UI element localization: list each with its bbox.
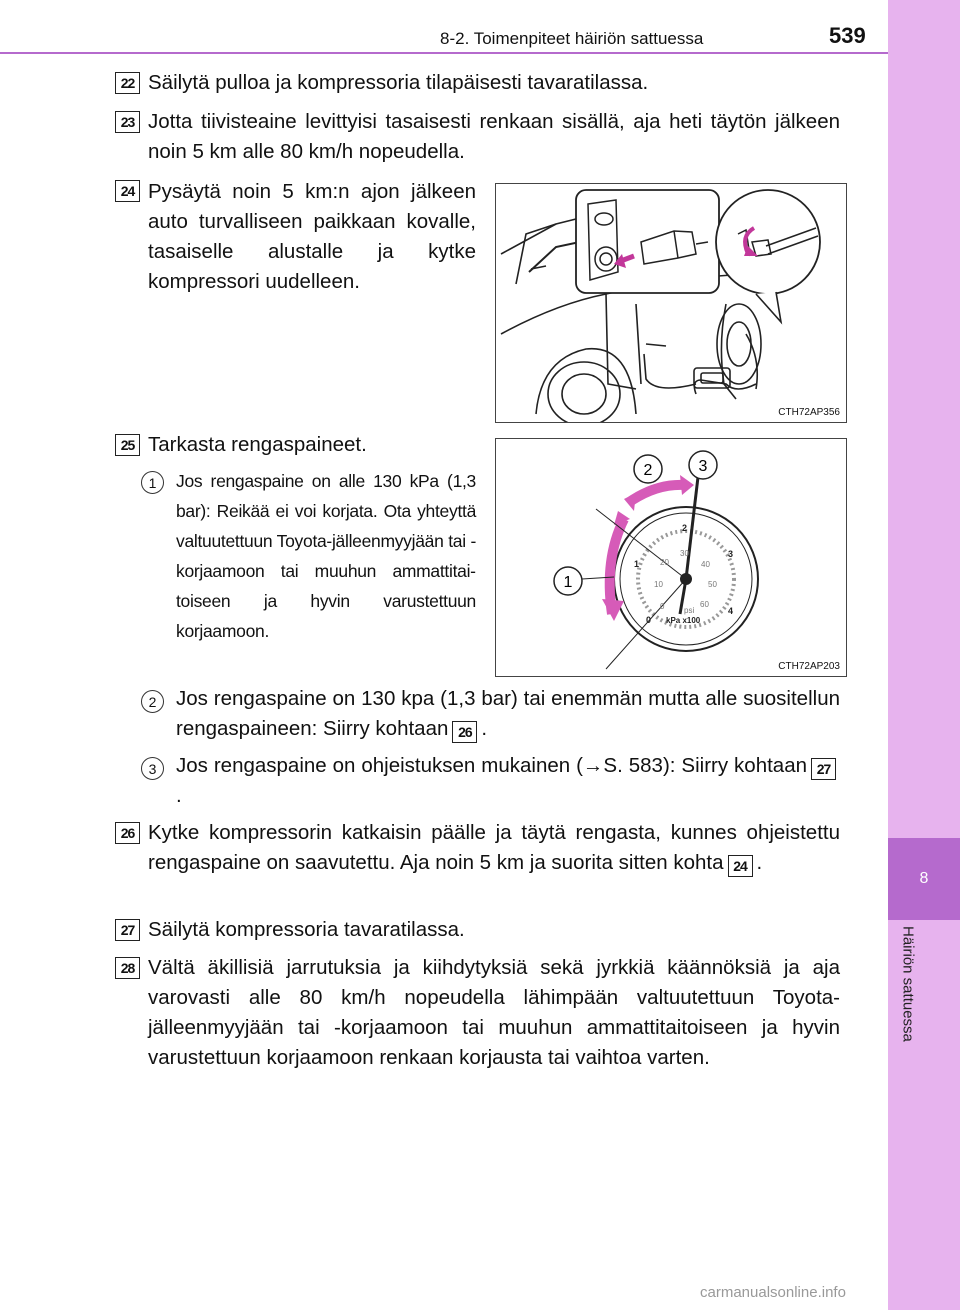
chapter-number: 8: [888, 838, 960, 920]
outer-tick-2: 2: [682, 523, 688, 533]
unit-inner: psi: [684, 606, 695, 615]
figure-code: CTH72AP203: [778, 661, 840, 672]
sub-item-3-text: Jos rengaspaine on ohjeistuksen mukainen (→S. 583): Siirry kohtaan 27.: [176, 751, 840, 811]
step-28-text: Vältä äkillisiä jarrutuksia ja kiihdytyksiä sekä jyrkkiä käännöksiä ja aja varovasti alle 80 km/h nopeudella lähimpään valtuutettuun Toyota-jälleenmyyjään tai -korjaamoon tai muuhun ammattitaitoiseen ja hyvin varustettuun korjaamoon renkaan korjausta tai vaihtoa varten.: [148, 956, 840, 1069]
step-badge-25: 25: [115, 434, 140, 456]
step-25-text: Tarkasta rengaspaineet.: [148, 433, 367, 456]
inner-tick-50: 50: [708, 580, 717, 589]
inner-tick-0: 0: [660, 602, 665, 611]
callout-2: 2: [643, 462, 653, 479]
step-26-text: Kytke kompressorin katkaisin päälle ja täytä rengasta, kunnes ohjeistettu rengaspaine on saavutettu. Aja noin 5 km ja suorita sitten kohta 24 .: [148, 818, 840, 878]
inner-tick-30: 30: [680, 549, 689, 558]
figure-compressor-connection: [495, 183, 847, 423]
car-compressor-illustration: [496, 184, 847, 423]
figure-code: CTH72AP356: [778, 407, 840, 418]
callout-3: 3: [698, 458, 708, 475]
gauge-illustration: [496, 439, 847, 677]
callout-1: 1: [563, 574, 573, 591]
outer-tick-1: 1: [634, 559, 640, 569]
step-22-text: Säilytä pulloa ja kompressoria tilapäisesti tavaratilassa.: [148, 71, 649, 94]
outer-tick-4: 4: [728, 606, 734, 616]
sub-item-1-text: Jos rengaspaine on alle 130 kPa (1,3 bar): Reikää ei voi korjata. Ota yhteyttä valtuutettuun Toyota-jälleenmyyjään tai -korjaamoon tai muuhun ammattitaitoiseen ja hyvin varustettuun korjaamoon.: [176, 471, 476, 641]
step-24-text: Pysäytä noin 5 km:n ajon jälkeen auto turvalliseen paikkaan kovalle, tasaiselle alustalle ja kytke kompressori uudelleen.: [148, 180, 476, 293]
inner-tick-60: 60: [700, 600, 709, 609]
sub-item-number-3: 3: [141, 757, 164, 780]
step-ref-24[interactable]: 24: [728, 855, 753, 877]
outer-tick-3: 3: [728, 549, 734, 559]
unit-outer: kPa x100: [666, 616, 701, 625]
inner-tick-10: 10: [654, 580, 663, 589]
outer-tick-0: 0: [646, 615, 652, 625]
step-27-text: Säilytä kompressoria tavaratilassa.: [148, 918, 465, 941]
sub-item-number-2: 2: [141, 690, 164, 713]
page-number: 539: [829, 23, 866, 48]
inner-tick-20: 20: [660, 558, 669, 567]
step-ref-26[interactable]: 26: [452, 721, 477, 743]
step-badge-22: 22: [115, 72, 140, 94]
inner-tick-40: 40: [701, 560, 710, 569]
step-23-text: Jotta tiivisteaine levittyisi tasaisesti renkaan sisällä, aja heti täytön jälkeen noin 5 km alle 80 km/h nopeudella.: [148, 110, 840, 163]
chapter-title: Häiriön sattuessa: [899, 926, 917, 1042]
step-badge-28: 28: [115, 957, 140, 979]
sub-item-number-1: 1: [141, 471, 164, 494]
step-ref-27[interactable]: 27: [811, 758, 836, 780]
section-title: 8-2. Toimenpiteet häiriön sattuessa: [440, 29, 704, 48]
header-divider: [0, 52, 888, 54]
figure-pressure-gauge: [495, 438, 847, 677]
step-badge-23: 23: [115, 111, 140, 133]
sub-item-2-text: Jos rengaspaine on 130 kpa (1,3 bar) tai enemmän mutta alle suositellun rengaspaineen: Siirry kohtaan 26 .: [176, 684, 840, 744]
watermark: carmanualsonline.info: [700, 1284, 846, 1301]
step-badge-27: 27: [115, 919, 140, 941]
step-badge-24: 24: [115, 180, 140, 202]
step-badge-26: 26: [115, 822, 140, 844]
